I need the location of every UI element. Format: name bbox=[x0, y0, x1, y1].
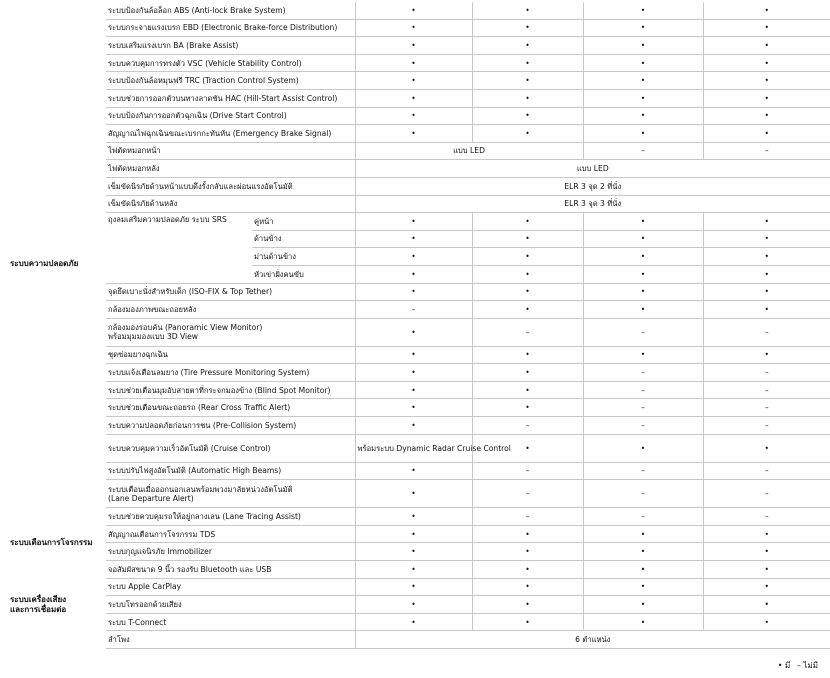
table-row bbox=[8, 177, 830, 195]
value-cell: • bbox=[355, 480, 472, 508]
value-cell: • bbox=[355, 381, 472, 399]
value-cell: • bbox=[703, 89, 830, 107]
legend bbox=[774, 659, 818, 672]
feature-label: ระบบปรับไฟสูงอัตโนมัติ (Automatic High Beams) bbox=[106, 462, 355, 480]
value-cell: – bbox=[583, 364, 703, 382]
value-cell: • bbox=[355, 283, 472, 301]
table-row bbox=[8, 89, 830, 107]
feature-label: ระบบ Apple CarPlay bbox=[106, 578, 355, 596]
value-cell: – bbox=[703, 508, 830, 526]
value-cell: • bbox=[355, 213, 472, 231]
table-row bbox=[8, 54, 830, 72]
table-row bbox=[8, 543, 830, 561]
value-cell: • bbox=[703, 596, 830, 614]
value-cell: • bbox=[583, 525, 703, 543]
value-cell: • bbox=[703, 578, 830, 596]
value-cell: – bbox=[703, 381, 830, 399]
value-cell: – bbox=[703, 417, 830, 435]
value-cell: – bbox=[703, 399, 830, 417]
value-cell: • bbox=[355, 462, 472, 480]
value-cell: • bbox=[355, 248, 472, 266]
value-cell: • bbox=[472, 125, 583, 143]
value-cell: • bbox=[472, 72, 583, 90]
value-cell: • bbox=[583, 2, 703, 19]
value-cell: • bbox=[703, 125, 830, 143]
feature-label: ระบบโทรออกด้วยเสียง bbox=[106, 596, 355, 614]
feature-label: ถุงลมเสริมความปลอดภัย ระบบ SRS bbox=[106, 213, 252, 283]
value-cell: • bbox=[472, 265, 583, 283]
value-cell: • bbox=[355, 561, 472, 579]
value-cell: • bbox=[703, 230, 830, 248]
value-cell: • bbox=[355, 2, 472, 19]
table-row bbox=[8, 283, 830, 301]
value-cell: – bbox=[355, 301, 472, 319]
value-cell: • bbox=[355, 54, 472, 72]
value-cell: • bbox=[583, 89, 703, 107]
value-cell: – bbox=[583, 480, 703, 508]
value-cell: • bbox=[583, 578, 703, 596]
value-cell: • bbox=[703, 301, 830, 319]
sub-feature-label: คู่หน้า bbox=[252, 213, 355, 231]
value-cell: • bbox=[472, 381, 583, 399]
value-cell: • bbox=[583, 613, 703, 631]
sub-feature-label: ด้านข้าง bbox=[252, 230, 355, 248]
value-cell: • bbox=[472, 543, 583, 561]
value-cell: – bbox=[583, 417, 703, 435]
table-row bbox=[8, 578, 830, 596]
value-cell: – bbox=[703, 364, 830, 382]
value-cell: – bbox=[472, 462, 583, 480]
value-cell: • bbox=[472, 230, 583, 248]
section-title: ระบบเตือนการโจรกรรม bbox=[10, 538, 93, 548]
value-cell: • bbox=[583, 37, 703, 55]
value-cell: • bbox=[583, 248, 703, 266]
table-row bbox=[8, 631, 830, 649]
value-cell: – bbox=[583, 508, 703, 526]
value-cell: • bbox=[703, 248, 830, 266]
table-row bbox=[8, 142, 830, 160]
value-cell: • bbox=[472, 613, 583, 631]
feature-label: ระบบป้องกันล้อหมุนฟรี TRC (Traction Control System) bbox=[106, 72, 355, 90]
table-row bbox=[8, 107, 830, 125]
value-cell: • bbox=[703, 19, 830, 37]
feature-label: ลำโพง bbox=[106, 631, 355, 649]
feature-label: เข็มขัดนิรภัยด้านหลัง bbox=[106, 195, 355, 213]
feature-label: ระบบช่วยการออกตัวบนทางลาดชัน HAC (Hill-Start Assist Control) bbox=[106, 89, 355, 107]
table-row bbox=[8, 72, 830, 90]
value-cell: • bbox=[355, 107, 472, 125]
sub-feature-label: หัวเข่าฝั่งคนขับ bbox=[252, 265, 355, 283]
feature-label: ระบบกระจายแรงเบรก EBD (Electronic Brake-force Distribution) bbox=[106, 19, 355, 37]
value-cell: • bbox=[583, 54, 703, 72]
table-row bbox=[8, 399, 830, 417]
value-cell: • bbox=[703, 107, 830, 125]
value-cell: • bbox=[703, 346, 830, 364]
value-cell: • bbox=[472, 596, 583, 614]
table-row bbox=[8, 318, 830, 346]
value-cell: • bbox=[472, 2, 583, 19]
value-cell: • bbox=[355, 399, 472, 417]
value-cell: • bbox=[472, 525, 583, 543]
section-title: ระบบเครื่องเสียง และการเชื่อมต่อ bbox=[10, 594, 67, 614]
value-cell: • bbox=[472, 346, 583, 364]
feature-label: สัญญาณเตือนการโจรกรรม TDS bbox=[106, 525, 355, 543]
feature-label: เข็มขัดนิรภัยด้านหน้าแบบดึงรั้งกลับและผ่อนแรงอัตโนมัติ bbox=[106, 177, 355, 195]
table-row bbox=[8, 19, 830, 37]
value-cell: • bbox=[355, 125, 472, 143]
merged-value-cell: แบบ LED bbox=[355, 160, 830, 178]
value-cell: • bbox=[355, 578, 472, 596]
value-cell: • bbox=[703, 561, 830, 579]
table-row bbox=[8, 434, 830, 462]
value-cell: • bbox=[472, 578, 583, 596]
feature-label: ระบบเตือนเมื่อออกนอกเลนพร้อมพวงมาลัยหน่วงอัตโนมัติ (Lane Departure Alert) bbox=[106, 480, 355, 508]
table-row bbox=[8, 364, 830, 382]
value-cell: • bbox=[355, 525, 472, 543]
section-title: ระบบความปลอดภัย bbox=[10, 258, 79, 268]
table-row bbox=[8, 346, 830, 364]
value-cell: • bbox=[472, 399, 583, 417]
value-cell: • bbox=[703, 434, 830, 462]
value-cell: • bbox=[703, 265, 830, 283]
feature-label: ระบบแจ้งเตือนลมยาง (Tire Pressure Monitoring System) bbox=[106, 364, 355, 382]
spec-table bbox=[8, 2, 830, 649]
value-cell: • bbox=[472, 248, 583, 266]
feature-label: ระบบควบคุมการทรงตัว VSC (Vehicle Stability Control) bbox=[106, 54, 355, 72]
value-cell: • bbox=[472, 19, 583, 37]
value-cell: • bbox=[355, 37, 472, 55]
legend-has: • มี bbox=[777, 661, 791, 670]
value-cell: พร้อมระบบ Dynamic Radar Cruise Control bbox=[355, 434, 472, 462]
feature-label: ระบบเสริมแรงเบรก BA (Brake Assist) bbox=[106, 37, 355, 55]
value-cell: – bbox=[472, 480, 583, 508]
value-cell: • bbox=[355, 596, 472, 614]
value-cell: – bbox=[472, 508, 583, 526]
merged-value-cell: แบบ LED bbox=[355, 142, 583, 160]
value-cell: • bbox=[583, 72, 703, 90]
value-cell: • bbox=[472, 54, 583, 72]
table-row bbox=[8, 561, 830, 579]
value-cell: • bbox=[355, 318, 472, 346]
value-cell: • bbox=[583, 265, 703, 283]
merged-value-cell: – bbox=[703, 142, 830, 160]
value-cell: – bbox=[583, 381, 703, 399]
value-cell: • bbox=[472, 301, 583, 319]
value-cell: • bbox=[472, 89, 583, 107]
feature-label: ระบบกุญแจนิรภัย Immobilizer bbox=[106, 543, 355, 561]
table-row bbox=[8, 508, 830, 526]
table-row bbox=[8, 2, 830, 19]
feature-label: ระบบช่วยเตือนขณะถอยรถ (Rear Cross Traffic Alert) bbox=[106, 399, 355, 417]
value-cell: • bbox=[703, 525, 830, 543]
sub-feature-label: ม่านด้านข้าง bbox=[252, 248, 355, 266]
value-cell: • bbox=[472, 434, 583, 462]
feature-label: ระบบป้องกันการออกตัวฉุกเฉิน (Drive Start Control) bbox=[106, 107, 355, 125]
value-cell: • bbox=[583, 283, 703, 301]
value-cell: • bbox=[355, 508, 472, 526]
value-cell: • bbox=[472, 364, 583, 382]
value-cell: – bbox=[703, 462, 830, 480]
feature-label: ระบบช่วยเตือนมุมอับสายตาที่กระจกมองข้าง (Blind Spot Monitor) bbox=[106, 381, 355, 399]
value-cell: – bbox=[472, 318, 583, 346]
value-cell: • bbox=[583, 301, 703, 319]
value-cell: • bbox=[583, 213, 703, 231]
value-cell: • bbox=[703, 2, 830, 19]
feature-label: กล้องมองรอบคัน (Panoramic View Monitor) พร้อมมุมมองแบบ 3D View bbox=[106, 318, 355, 346]
value-cell: • bbox=[472, 37, 583, 55]
feature-label: สัญญาณไฟฉุกเฉินขณะเบรกกะทันหัน (Emergency Brake Signal) bbox=[106, 125, 355, 143]
feature-label: ระบบป้องกันล้อล็อก ABS (Anti-lock Brake System) bbox=[106, 2, 355, 19]
value-cell: – bbox=[472, 417, 583, 435]
feature-label: ระบบความปลอดภัยก่อนการชน (Pre-Collision System) bbox=[106, 417, 355, 435]
value-cell: • bbox=[583, 346, 703, 364]
merged-value-cell: ELR 3 จุด 2 ที่นั่ง bbox=[355, 177, 830, 195]
table-row bbox=[8, 160, 830, 178]
table-row bbox=[8, 417, 830, 435]
value-cell: • bbox=[703, 54, 830, 72]
value-cell: • bbox=[583, 543, 703, 561]
value-cell: – bbox=[703, 480, 830, 508]
value-cell: • bbox=[355, 417, 472, 435]
feature-label: ชุดซ่อมยางฉุกเฉิน bbox=[106, 346, 355, 364]
value-cell: • bbox=[472, 283, 583, 301]
value-cell: • bbox=[355, 364, 472, 382]
value-cell: – bbox=[583, 318, 703, 346]
feature-label: ระบบช่วยควบคุมรถให้อยู่กลางเลน (Lane Tracing Assist) bbox=[106, 508, 355, 526]
value-cell: • bbox=[583, 19, 703, 37]
value-cell: • bbox=[355, 19, 472, 37]
value-cell: • bbox=[355, 72, 472, 90]
feature-label: ไฟตัดหมอกหลัง bbox=[106, 160, 355, 178]
merged-value-cell: 6 ตำแหน่ง bbox=[355, 631, 830, 649]
value-cell: • bbox=[703, 543, 830, 561]
value-cell: • bbox=[703, 37, 830, 55]
table-row bbox=[8, 480, 830, 508]
table-row bbox=[8, 596, 830, 614]
feature-label: กล้องมองภาพขณะถอยหลัง bbox=[106, 301, 355, 319]
table-row bbox=[8, 37, 830, 55]
value-cell: • bbox=[703, 213, 830, 231]
merged-value-cell: ELR 3 จุด 3 ที่นั่ง bbox=[355, 195, 830, 213]
value-cell: – bbox=[583, 399, 703, 417]
table-row bbox=[8, 301, 830, 319]
table-row bbox=[8, 195, 830, 213]
value-cell: • bbox=[355, 89, 472, 107]
value-cell: • bbox=[703, 613, 830, 631]
feature-label: ไฟตัดหมอกหน้า bbox=[106, 142, 355, 160]
table-row bbox=[8, 213, 830, 231]
value-cell: • bbox=[703, 72, 830, 90]
value-cell: • bbox=[703, 283, 830, 301]
table-row bbox=[8, 525, 830, 543]
value-cell: • bbox=[583, 561, 703, 579]
table-row bbox=[8, 381, 830, 399]
feature-label: จอสัมผัสขนาด 9 นิ้ว รองรับ Bluetooth และ USB bbox=[106, 561, 355, 579]
value-cell: • bbox=[472, 107, 583, 125]
value-cell: – bbox=[703, 318, 830, 346]
value-cell: • bbox=[472, 213, 583, 231]
value-cell: • bbox=[355, 346, 472, 364]
value-cell: • bbox=[472, 561, 583, 579]
value-cell: • bbox=[583, 107, 703, 125]
table-row bbox=[8, 462, 830, 480]
value-cell: – bbox=[583, 462, 703, 480]
legend-none: – ไม่มี bbox=[796, 661, 818, 670]
value-cell: • bbox=[355, 613, 472, 631]
table-row bbox=[8, 125, 830, 143]
feature-label: ระบบ T-Connect bbox=[106, 613, 355, 631]
feature-label: ระบบควบคุมความเร็วอัตโนมัติ (Cruise Control) bbox=[106, 434, 355, 462]
value-cell: • bbox=[355, 543, 472, 561]
value-cell: • bbox=[583, 230, 703, 248]
feature-label: จุดยึดเบาะนั่งสำหรับเด็ก (ISO-FIX & Top Tether) bbox=[106, 283, 355, 301]
value-cell: • bbox=[355, 230, 472, 248]
value-cell: • bbox=[583, 125, 703, 143]
value-cell: • bbox=[583, 596, 703, 614]
merged-value-cell: – bbox=[583, 142, 703, 160]
value-cell: • bbox=[355, 265, 472, 283]
table-row bbox=[8, 613, 830, 631]
value-cell: • bbox=[583, 434, 703, 462]
